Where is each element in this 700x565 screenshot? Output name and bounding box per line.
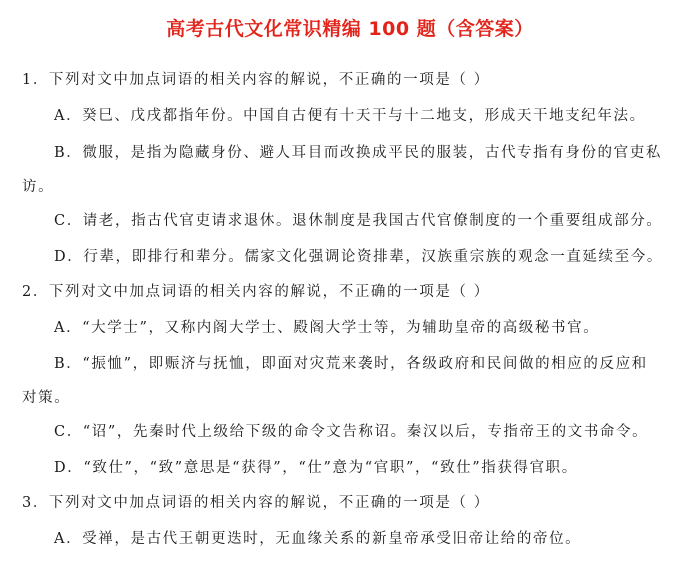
document-title: 高考古代文化常识精编 100 题（含答案） xyxy=(166,18,534,40)
question-1-option-d: D．行辈，即排行和辈分。儒家文化强调论资排辈，汉族重宗族的观念一直延续至今。 xyxy=(54,249,663,265)
question-2-option-c: C．“诏”，先秦时代上级给下级的命令文告称诏。秦汉以后，专指帝王的文书命令。 xyxy=(54,424,649,440)
question-1-option-b: B．微服，是指为隐藏身份、避人耳目而改换成平民的服装，古代专指有身份的官吏私 xyxy=(54,145,662,161)
question-2-option-b-continuation: 对策。 xyxy=(22,390,71,406)
question-3-option-a: A．受禅，是古代王朝更迭时，无血缘关系的新皇帝承受旧帝让给的帝位。 xyxy=(54,531,582,547)
question-2-stem: 2．下列对文中加点词语的相关内容的解说，不正确的一项是（ ） xyxy=(22,284,490,300)
question-2-option-b: B．“振恤”，即赈济与抚恤，即面对灾荒来袭时，各级政府和民间做的相应的反应和 xyxy=(54,356,648,372)
question-1-stem: 1．下列对文中加点词语的相关内容的解说，不正确的一项是（ ） xyxy=(22,72,490,88)
question-3-stem: 3．下列对文中加点词语的相关内容的解说，不正确的一项是（ ） xyxy=(22,495,490,511)
question-2-option-d: D．“致仕”，“致”意思是“获得”，“仕”意为“官职”，“致仕”指获得官职。 xyxy=(54,460,578,476)
question-2-option-a: A．“大学士”，又称内阁大学士、殿阁大学士等，为辅助皇帝的高级秘书官。 xyxy=(54,320,600,336)
question-1-option-c: C．请老，指古代官吏请求退休。退休制度是我国古代官僚制度的一个重要组成部分。 xyxy=(54,213,663,229)
question-1-option-b-continuation: 访。 xyxy=(22,179,55,195)
question-1-option-a: A．癸巳、戊戌都指年份。中国自古便有十天干与十二地支，形成天干地支纪年法。 xyxy=(54,108,646,124)
